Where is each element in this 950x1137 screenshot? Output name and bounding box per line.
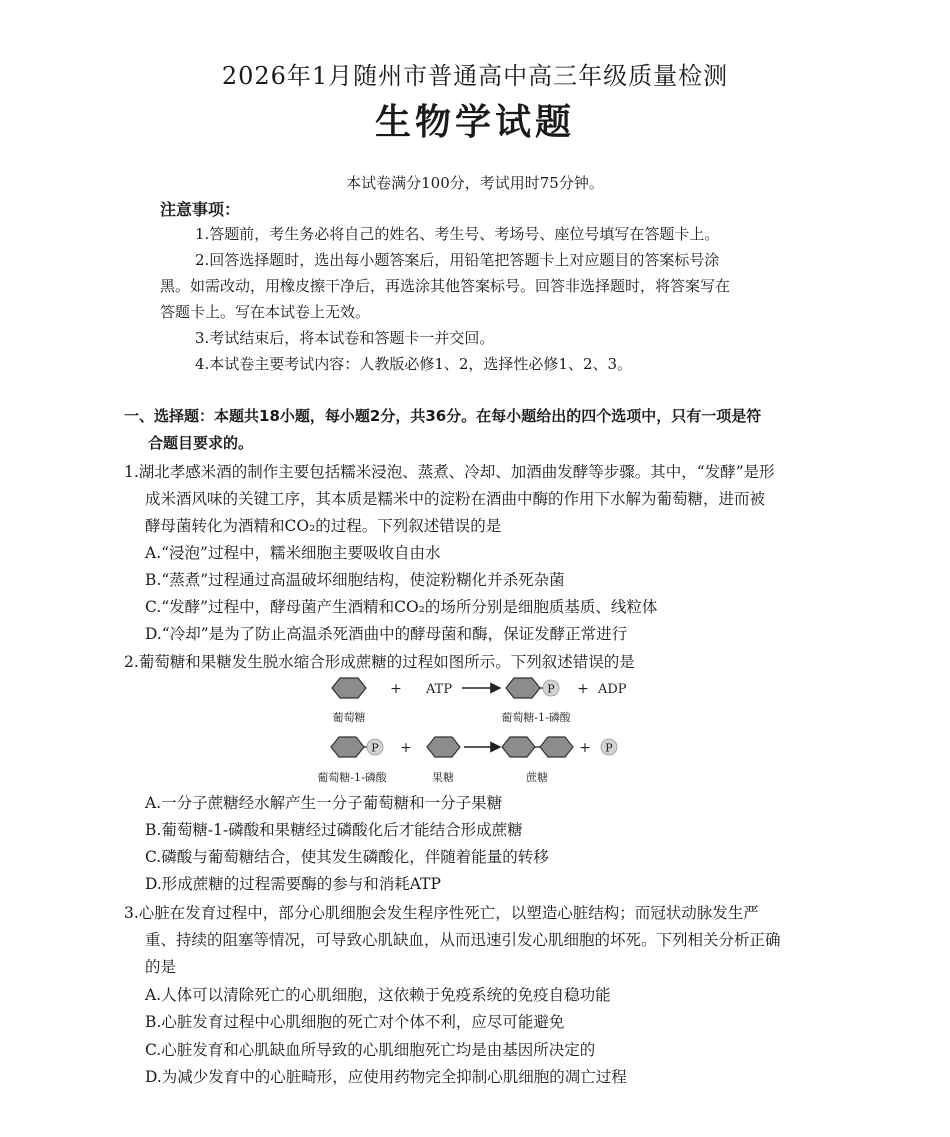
notice-line: 答题卡上。写在本试卷上无效。 — [160, 303, 371, 321]
glucose-label: 葡萄糖 — [332, 711, 366, 724]
g1p-label-row2: 葡萄糖-1-磷酸 — [317, 771, 387, 784]
notice-line: 3.考试结束后，将本试卷和答题卡一并交回。 — [195, 329, 495, 347]
glucose-hexagon-icon — [332, 678, 366, 698]
q3-option-b: B.心脏发育过程中心肌细胞的死亡对个体不利，应尽可能避免 — [145, 1013, 565, 1031]
q3-stem: 3.心脏在发育过程中，部分心肌细胞会发生程序性死亡，以塑造心脏结构；而冠状动脉发生严 — [124, 904, 759, 922]
sucrose-synthesis-diagram — [300, 672, 660, 790]
g1p-label: 葡萄糖-1-磷酸 — [501, 711, 571, 724]
phosphate-label: P — [547, 682, 555, 696]
q1-stem: 1.湖北孝感米酒的制作主要包括糯米浸泡、蒸煮、冷却、加酒曲发酵等步骤。其中，“发酵”是形 — [124, 463, 775, 481]
phosphate-label: P — [371, 741, 379, 755]
plus-sign: + — [400, 740, 412, 756]
q2-stem: 2.葡萄糖和果糖发生脱水缩合形成蔗糖的过程如图所示。下列叙述错误的是 — [124, 653, 635, 671]
q3-option-c: C.心脏发育和心肌缺血所导致的心肌细胞死亡均是由基因所决定的 — [145, 1041, 596, 1059]
fructose-hexagon-icon — [427, 737, 460, 757]
q2-option-a: A.一分子蔗糖经水解产生一分子葡萄糖和一分子果糖 — [145, 794, 503, 812]
q2-option-c: C.磷酸与葡萄糖结合，使其发生磷酸化，伴随着能量的转移 — [145, 848, 549, 866]
phosphate-label: P — [605, 741, 613, 755]
q1-option-b: B.“蒸煮”过程通过高温破坏细胞结构，使淀粉糊化并杀死杂菌 — [145, 571, 565, 589]
sucrose-fructose-unit-icon — [540, 737, 573, 757]
notice-line: 2.回答选择题时，选出每小题答案后，用铅笔把答题卡上对应题目的答案标号涂 — [195, 251, 720, 269]
q1-stem: 成米酒风味的关键工序，其本质是糯米中的淀粉在酒曲中酶的作用下水解为葡萄糖，进而被 — [145, 490, 766, 508]
sucrose-glucose-unit-icon — [502, 737, 535, 757]
section-heading-cont: 合题目要求的。 — [148, 434, 254, 452]
adp-label: ADP — [598, 682, 627, 697]
q2-option-b: B.葡萄糖-1-磷酸和果糖经过磷酸化后才能结合形成蔗糖 — [145, 821, 523, 839]
q3-stem: 重、持续的阻塞等情况，可导致心肌缺血，从而迅速引发心肌细胞的坏死。下列相关分析正确 — [145, 931, 781, 949]
glucose-hexagon-icon — [331, 737, 364, 757]
sucrose-label: 蔗糖 — [526, 771, 548, 784]
q3-option-a: A.人体可以清除死亡的心肌细胞，这依赖于免疫系统的免疫自稳功能 — [145, 986, 611, 1004]
plus-sign: + — [579, 740, 591, 756]
q2-option-d: D.形成蔗糖的过程需要酶的参与和消耗ATP — [145, 875, 441, 893]
atp-label: ATP — [426, 682, 453, 697]
notice-line: 1.答题前，考生务必将自己的姓名、考生号、考场号、座位号填写在答题卡上。 — [195, 225, 720, 243]
notice-line: 黑。如需改动，用橡皮擦干净后，再选涂其他答案标号。回答非选择题时，将答案写在 — [160, 277, 731, 295]
q1-stem: 酵母菌转化为酒精和CO₂的过程。下列叙述错误的是 — [145, 517, 502, 535]
glucose-hexagon-icon — [506, 678, 540, 698]
q1-option-c: C.“发酵”过程中，酵母菌产生酒精和CO₂的场所分别是细胞质基质、线粒体 — [145, 598, 658, 616]
score-line: 本试卷满分100分，考试用时75分钟。 — [346, 174, 604, 192]
q1-option-d: D.“冷却”是为了防止高温杀死酒曲中的酵母菌和酶，保证发酵正常进行 — [145, 625, 628, 643]
exam-title: 2026年1月随州市普通高中高三年级质量检测 — [221, 62, 729, 90]
q1-option-a: A.“浸泡”过程中，糯米细胞主要吸收自由水 — [145, 544, 441, 562]
q3-option-d: D.为减少发育中的心脏畸形，应使用药物完全抑制心肌细胞的凋亡过程 — [145, 1068, 627, 1086]
plus-sign: + — [390, 681, 402, 697]
fructose-label: 果糖 — [432, 771, 454, 784]
notice-heading: 注意事项： — [160, 200, 241, 219]
section-heading: 一、选择题：本题共18小题，每小题2分，共36分。在每小题给出的四个选项中，只有一项是符 — [124, 407, 762, 425]
subject-title: 生物学试题 — [374, 102, 575, 143]
plus-sign: + — [577, 681, 589, 697]
notice-line: 4.本试卷主要考试内容：人教版必修1、2，选择性必修1、2、3。 — [195, 355, 633, 373]
q3-stem: 的是 — [145, 958, 177, 976]
